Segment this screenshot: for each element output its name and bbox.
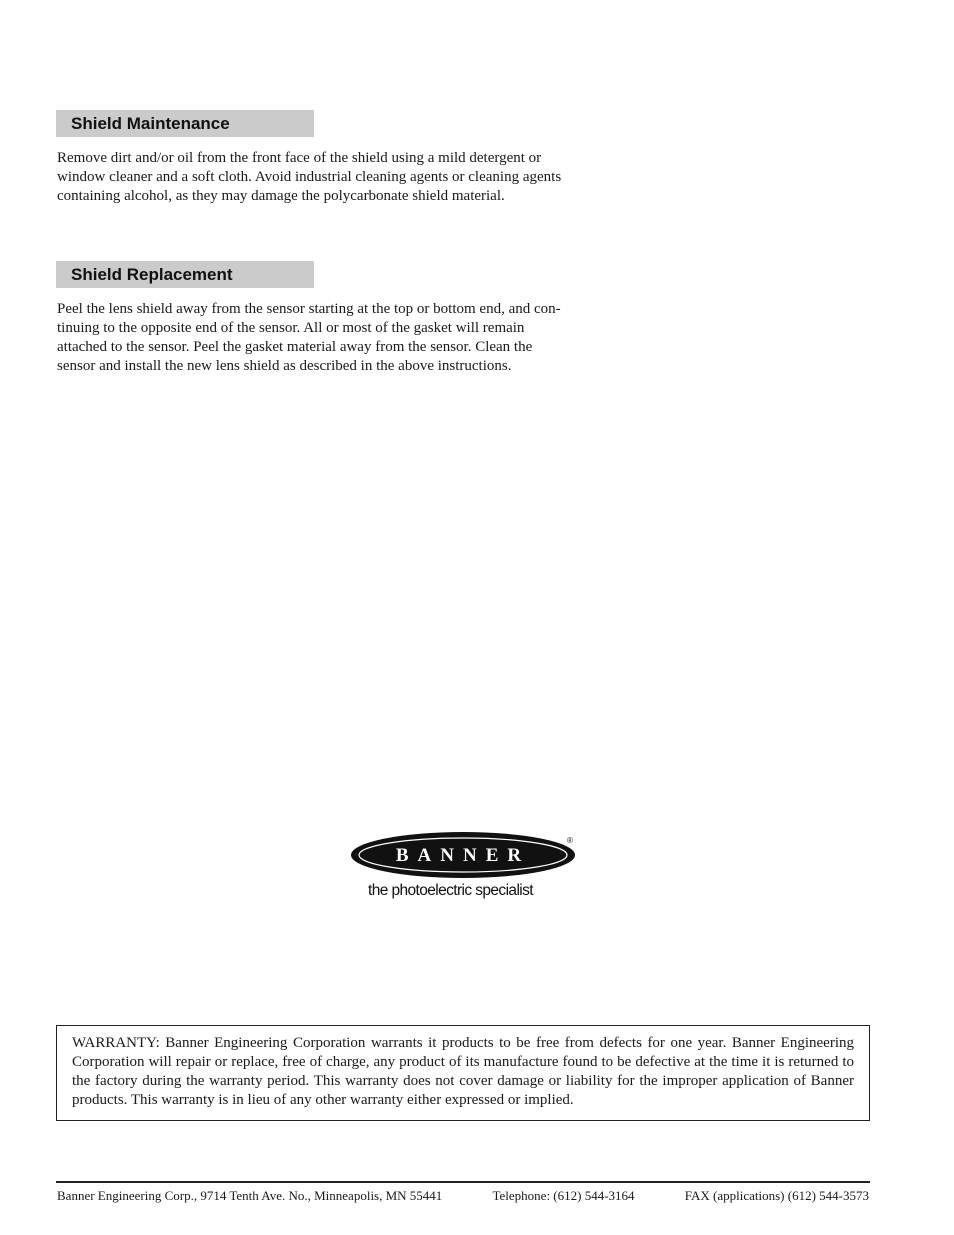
footer-divider: [56, 1181, 870, 1183]
footer-telephone: Telephone: (612) 544-3164: [492, 1188, 635, 1203]
paragraph-line: tinuing to the opposite end of the sensor. All or most of the gasket will remain: [57, 320, 525, 336]
footer-fax: FAX (applications) (612) 544-3573: [684, 1188, 869, 1203]
shield-replacement-heading: Shield Replacement: [56, 261, 314, 288]
paragraph-line: Remove dirt and/or oil from the front face of the shield using a mild detergent or: [57, 150, 542, 166]
banner-logo-emblem: [348, 828, 588, 884]
registered-mark: ®: [567, 836, 573, 845]
paragraph-line: Peel the lens shield away from the sensor starting at the top or bottom end, and con-: [57, 301, 561, 317]
warranty-box: [56, 1025, 870, 1121]
footer: [57, 1188, 869, 1204]
banner-wordmark: BANNER: [395, 845, 531, 866]
warranty-text: WARRANTY: Banner Engineering Corporation warrants it products to be free from defects for one year. Banner Engineering Corporation will repair or replace, free of charge, any product of its manufacture found to be defective at the time it is returned to the factory during the warranty period. This warranty does not cover damage or liability for the improper application of Banner products. This warranty is in lieu of any other warranty either expressed or implied.: [72, 1035, 854, 1108]
logo-tagline: the photoelectric specialist: [368, 882, 533, 899]
footer-address: Banner Engineering Corp., 9714 Tenth Ave. No., Minneapolis, MN 55441: [57, 1188, 443, 1203]
paragraph-line: window cleaner and a soft cloth. Avoid industrial cleaning agents or cleaning agents: [57, 169, 562, 185]
banner-logo: [348, 828, 588, 908]
shield-replacement-text: [57, 300, 597, 376]
paragraph-line: sensor and install the new lens shield as described in the above instructions.: [57, 358, 512, 374]
paragraph-line: attached to the sensor. Peel the gasket material away from the sensor. Clean the: [57, 339, 533, 355]
shield-maintenance-heading: Shield Maintenance: [56, 110, 314, 137]
paragraph-line: containing alcohol, as they may damage the polycarbonate shield material.: [57, 188, 505, 204]
shield-maintenance-text: [57, 149, 597, 206]
